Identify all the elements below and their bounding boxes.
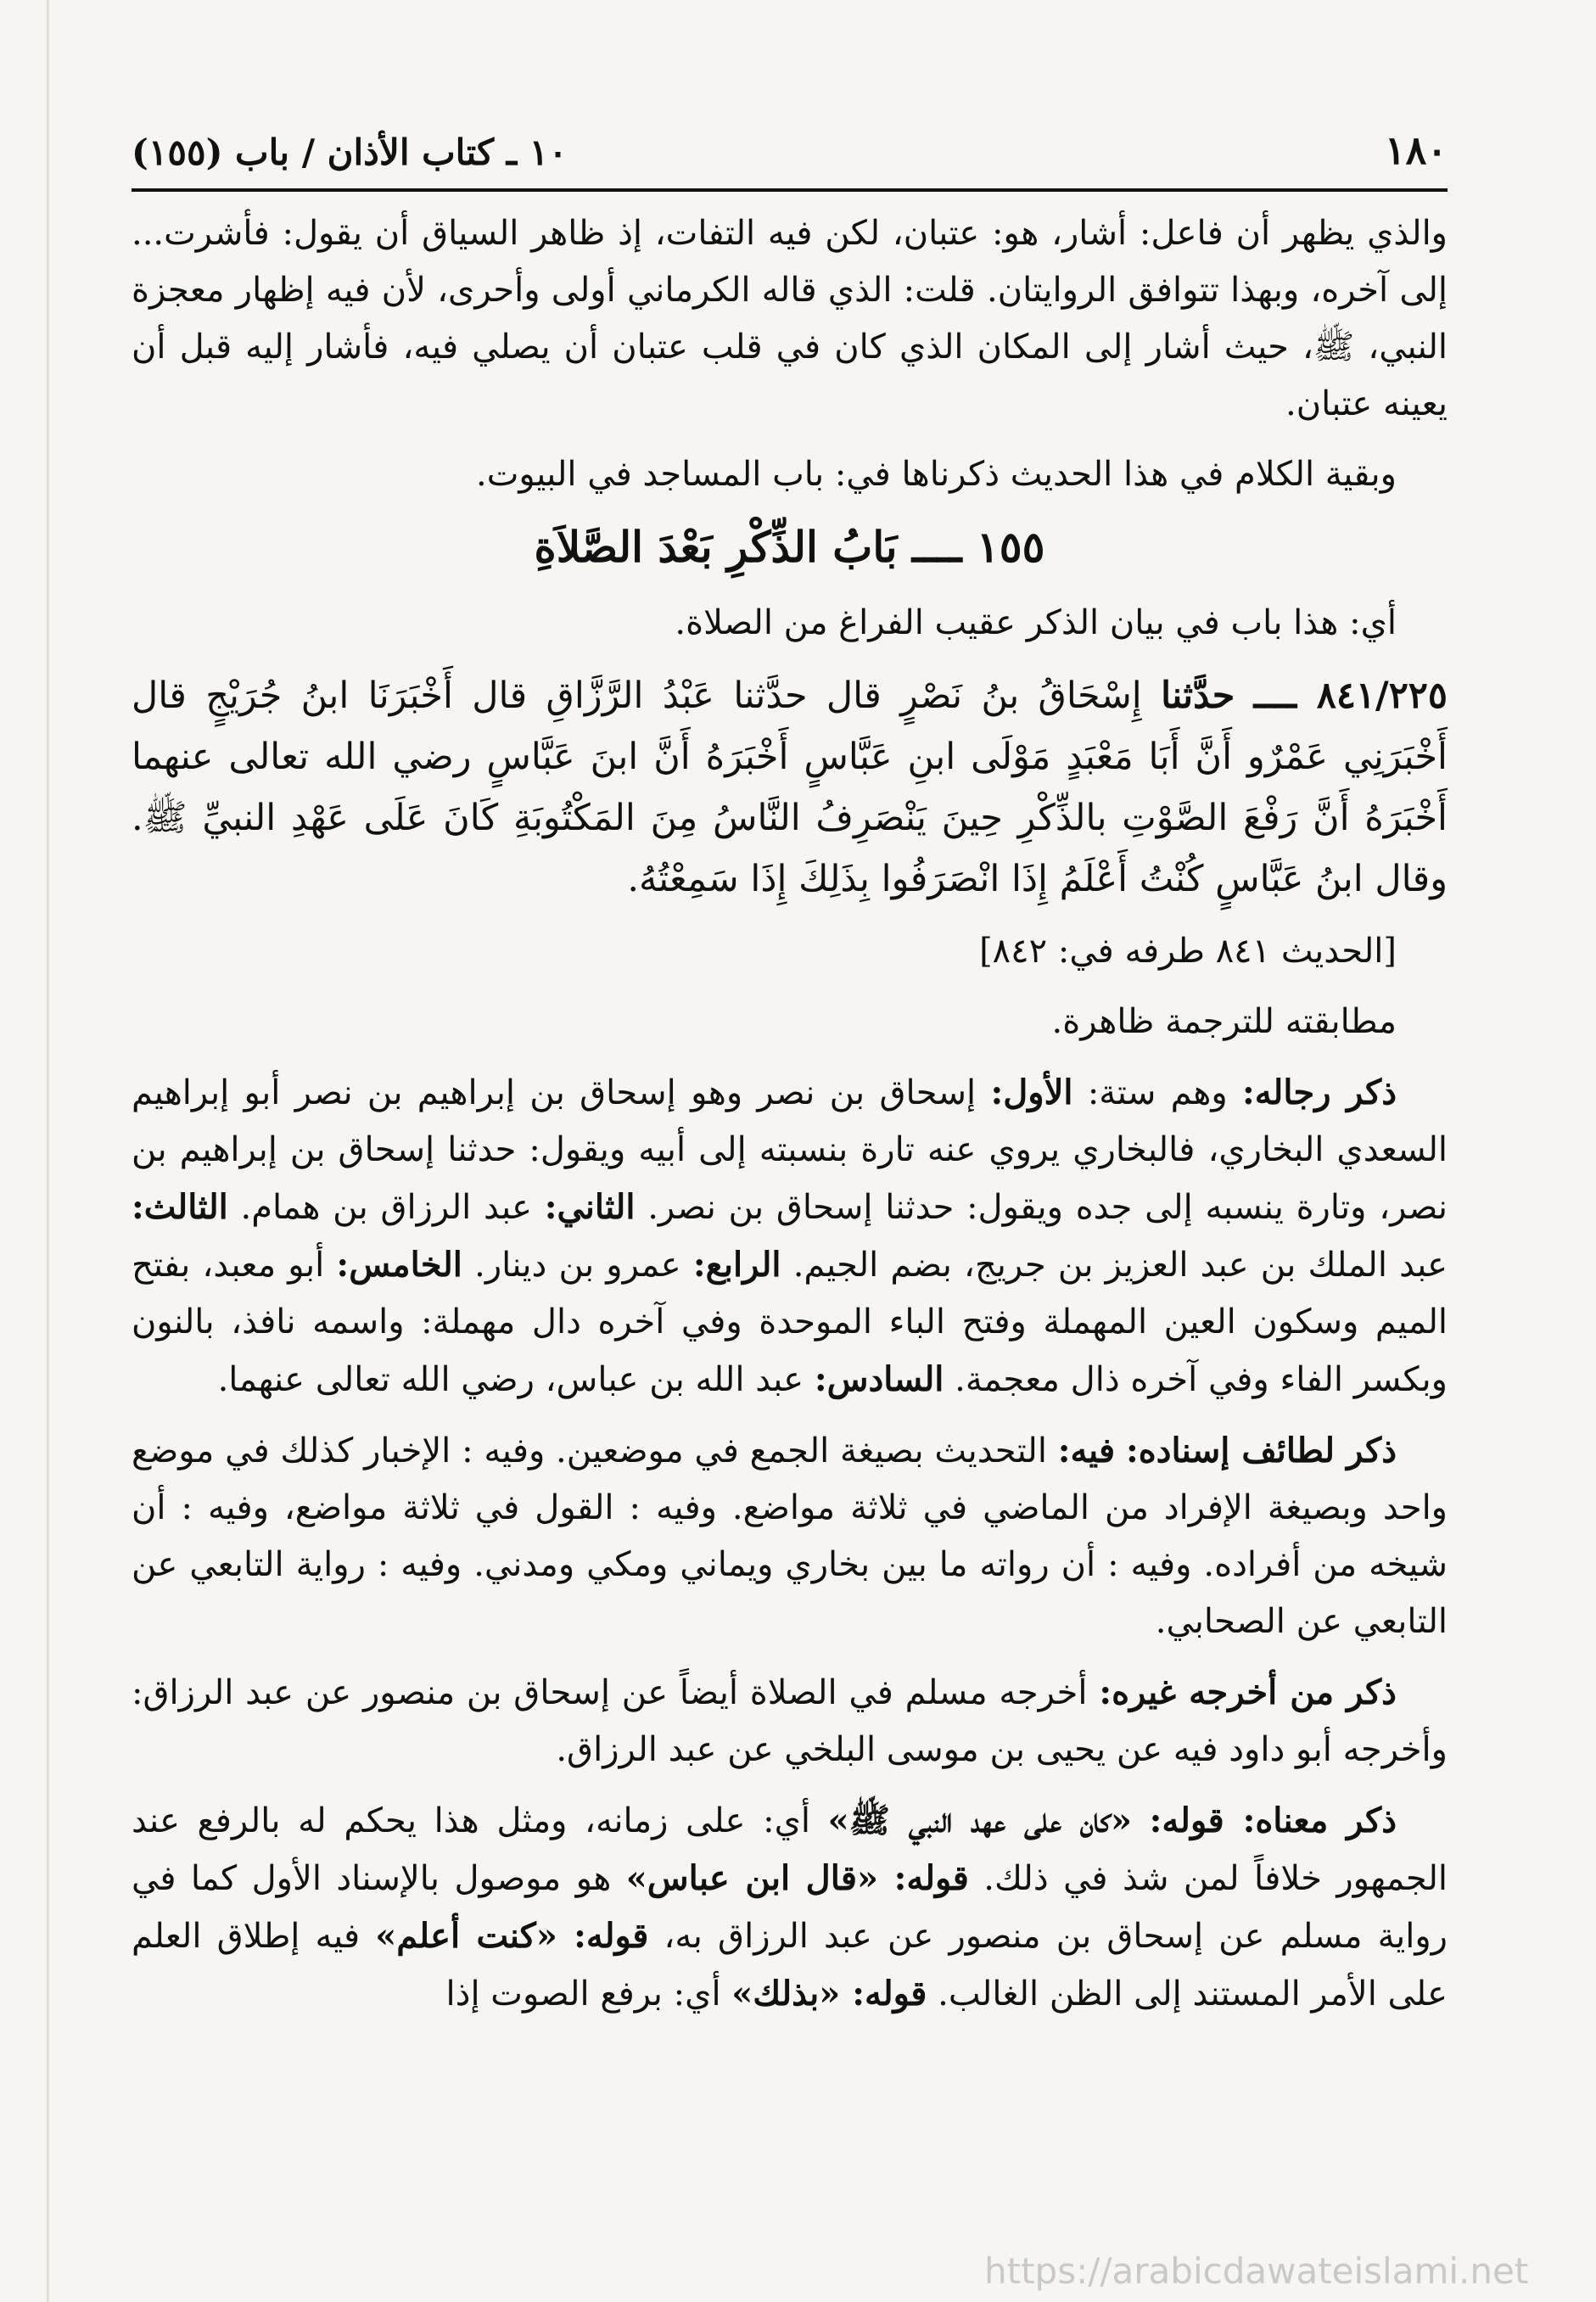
- paragraph-other-sources: [132, 1664, 1448, 1778]
- section-label-isnad: ذكر لطائف إسناده:: [1125, 1431, 1397, 1470]
- text-run: وهم ستة:: [1087, 1073, 1228, 1112]
- paragraph-chapter-explanation: أي: هذا باب في بيان الذكر عقيب الفراغ من الصلاة.: [675, 603, 1397, 642]
- chapter-heading: ١٥٥ ــــ بَابُ الذِّكْرِ بَعْدَ الصَّلاَةِ: [534, 522, 1045, 572]
- label-first: الأول:: [990, 1073, 1073, 1112]
- text-run: أي: برفع الصوت إذا: [445, 1974, 721, 2014]
- text-run: فيه إطلاق العلم على الأمر المستند إلى الظن الغالب.: [132, 1917, 1448, 2014]
- section-label-narrators: ذكر رجاله:: [1241, 1073, 1397, 1112]
- paragraph-meaning: [132, 1792, 1448, 2023]
- text-run: عمرو بن دينار.: [474, 1246, 681, 1285]
- section-label-sources: ذكر من أخرجه غيره:: [1099, 1672, 1397, 1712]
- hadith-body: إِسْحَاقُ بنُ نَصْرٍ قال حدَّثنا عَبْدُ الرَّزَّاقِ قال أَخْبَرَنَا ابنُ جُرَيْجٍ قال أَخْبَرَنِي عَمْرٌو أَنَّ أَبَا مَعْبَدٍ مَوْلَى ابنِ عَبَّاسٍ أَخْبَرَهُ أَنَّ ابنَ عَبَّاسٍ رضي الله تعالى عنهما أَخْبَرَهُ أَنَّ رَفْعَ الصَّوْتِ بالذِّكْرِ حِينَ يَنْصَرِفُ النَّاسُ مِنَ المَكْتُوبَةِ كَانَ عَلَى عَهْدِ النبيِّ ﷺ. وقال ابنُ عَبَّاسٍ كُنْتُ أَعْلَمُ إِذَا انْصَرَفُوا بِذَلِكَ إِذَا سَمِعْتُهُ.: [132, 675, 1448, 900]
- text-run: هو موصول بالإسناد الأول كما في رواية مسلم عن إسحاق بن منصور عن عبد الرزاق به،: [132, 1859, 1448, 1956]
- label-fourth: الرابع:: [692, 1245, 781, 1285]
- quote-4: قوله: «بذلك»: [731, 1974, 927, 2014]
- paragraph-commentary: والذي يظهر أن فاعل: أشار، هو: عتبان، لكن فيه التفات، إذ ظاهر السياق أن يقول: فأشرت... إلى آخره، وبهذا تتوافق الروايتان. قلت: الذي قاله الكرماني أولى وأحرى، لأن فيه إظهار معجزة النبي، ﷺ، حيث أشار إلى المكان الذي كان في قلب عتبان أن يصلي فيه، فأشار إليه قبل أن يعينه عتبان.: [132, 214, 1448, 423]
- text-run: أبو معبد، بفتح الميم وسكون العين المهملة وفتح الباء الموحدة وفي آخره دال مهملة: واسمه نافذ، بالنون وبكسر الفاء وفي آخره ذال معجمة.: [132, 1246, 1448, 1399]
- hadith-number: ٨٤١/٢٢٥ ــــ: [1253, 675, 1448, 717]
- paragraph-narrators: [132, 1064, 1448, 1409]
- page-number: ١٨٠: [1384, 127, 1448, 173]
- text-run: عبد الله بن عباس، رضي الله تعالى عنهما.: [217, 1360, 804, 1399]
- label-fih: فيه:: [1057, 1431, 1116, 1470]
- label-third: الثالث:: [132, 1187, 228, 1227]
- text-run: التحديث بصيغة الجمع في موضعين. وفيه : الإخبار كذلك في موضع واحد وبصيغة الإفراد من الماضي في ثلاثة مواضع. وفيه : القول في ثلاثة مواضع، وفيه : أن شيخه من أفراده. وفيه : أن رواته ما بين بخاري ويماني ومكي ومدني. وفيه : رواية التابعي عن التابعي عن الصحابي.: [132, 1431, 1448, 1641]
- text-run: أخرجه مسلم في الصلاة أيضاً عن إسحاق بن منصور عن عبد الرزاق: وأخرجه أبو داود فيه عن يحيى بن موسى البلخي عن عبد الرزاق.: [132, 1673, 1448, 1769]
- quote-1: «كان على عهد النبي ﷺ»: [827, 1801, 1132, 1840]
- hadith-text: [132, 665, 1448, 910]
- quote-2: قوله: «قال ابن عباس»: [625, 1858, 969, 1898]
- hadith-lead: حدَّثنا: [1161, 675, 1235, 717]
- paragraph-reference: وبقية الكلام في هذا الحديث ذكرناها في: باب المساجد في البيوت.: [476, 455, 1397, 494]
- hadith-crossref: [الحديث ٨٤١ طرفه في: ٨٤٢]: [979, 932, 1397, 971]
- watermark-url: https://arabicdawateislami.net: [984, 2250, 1529, 2292]
- text-run: عبد الرزاق بن همام.: [240, 1188, 532, 1227]
- paragraph-isnad: [132, 1422, 1448, 1650]
- section-label-meaning: ذكر معناه: قوله:: [1149, 1801, 1397, 1840]
- text-run: عبد الملك بن عبد العزيز بن جريج، بضم الجيم.: [792, 1246, 1448, 1285]
- page-header: [132, 127, 1448, 192]
- paragraph-correspondence: مطابقته للترجمة ظاهرة.: [1051, 1002, 1397, 1041]
- running-title: ١٠ ـ كتاب الأذان / باب (١٥٥): [132, 132, 568, 173]
- label-sixth: السادس:: [814, 1359, 944, 1399]
- text-run: إسحاق بن نصر وهو إسحاق بن إبراهيم بن نصر أبو إبراهيم السعدي البخاري، فالبخاري يروي عنه تارة بنسبته إلى أبيه ويقول: حدثنا إسحاق بن إبراهيم بن نصر، وتارة ينسبه إلى جده ويقول: حدثنا إسحاق بن نصر.: [132, 1073, 1448, 1227]
- quote-3: قوله: «كنت أعلم»: [375, 1916, 649, 1956]
- label-fifth: الخامس:: [336, 1245, 462, 1285]
- label-second: الثاني:: [544, 1187, 636, 1227]
- scan-edge: [47, 0, 49, 2302]
- text-run: أي: على زمانه، ومثل هذا يحكم له بالرفع عند الجمهور خلافاً لمن شذ في ذلك.: [132, 1801, 1448, 1898]
